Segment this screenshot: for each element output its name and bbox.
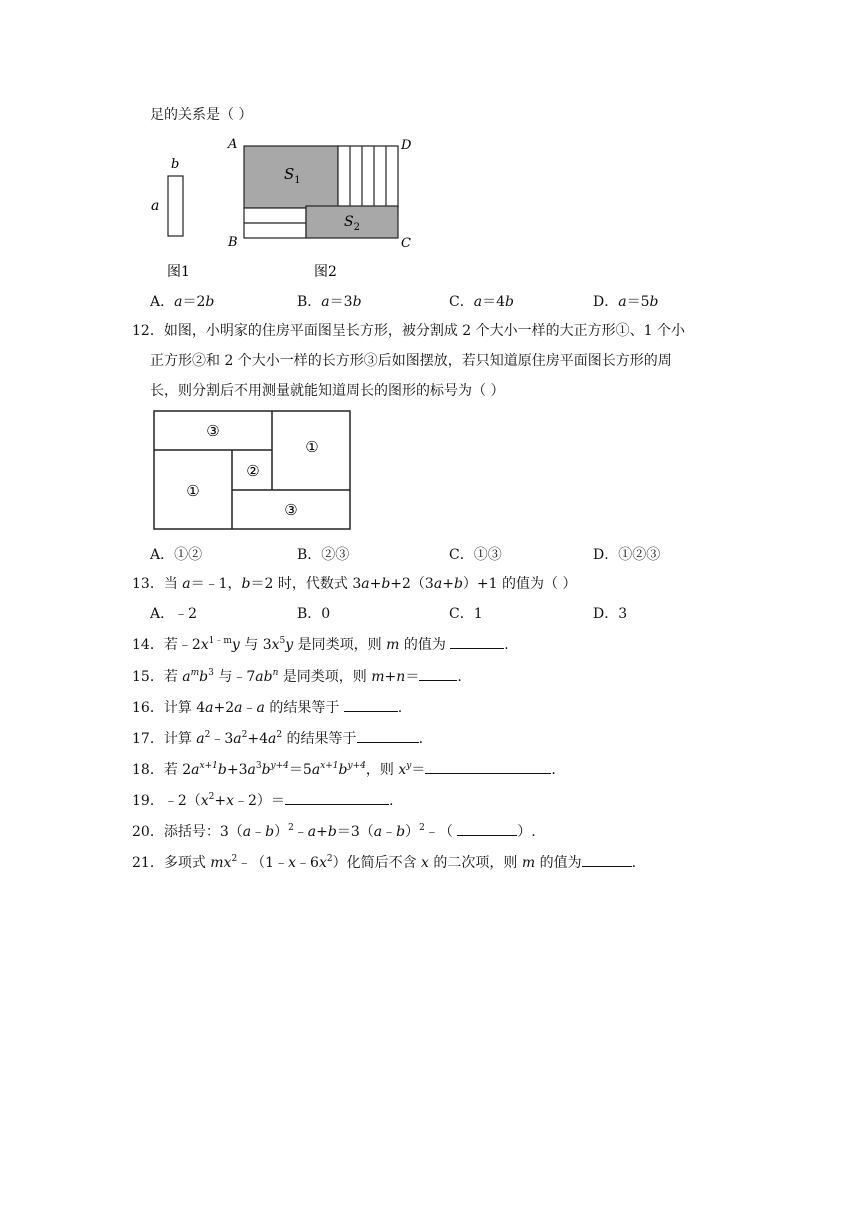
q17-stem: 17．计算 $a^2﹣3a^2+4a^2$ 的结果等于 .	[132, 730, 424, 747]
fig2-caption: 图2	[314, 264, 337, 280]
q12-fig-label-right-sq: ①	[305, 438, 319, 456]
q21-stem: 21．多项式 $mx^2﹣(1﹣x﹣6x^2)$化简后不含 x 的二次项，则 m 的值为 .	[132, 854, 637, 871]
q12-fig-label-top-rect: ③	[206, 422, 220, 440]
q11-option-a: A．a＝2b	[150, 294, 215, 310]
q13-option-d: D．3	[593, 606, 628, 622]
fig2-label-D: D	[401, 138, 412, 153]
q19-stem: 19．$﹣2(x^2+x﹣2)=$ .	[132, 792, 394, 809]
q13-option-b: B．0	[297, 606, 331, 622]
q13-option-c: C．1	[449, 606, 483, 622]
q11-figure-1	[140, 150, 210, 290]
q12-option-a: A．①②	[150, 547, 203, 563]
fig1-label-b: b	[171, 157, 180, 172]
fig2-label-A: A	[228, 137, 238, 152]
q12-option-c: C．①③	[449, 547, 502, 563]
q12-option-d: D．①②③	[593, 547, 661, 563]
q17-answer-blank[interactable]	[357, 730, 419, 743]
q15-answer-blank[interactable]	[419, 668, 457, 681]
q11-option-c: C．a＝4b	[449, 294, 514, 310]
q14-stem: 14．若$﹣2x^{1﹣m}y$ 与 $3x^5y$ 是同类项，则 m 的值为 .	[132, 636, 509, 653]
q16-stem: 16．计算 4a+2a﹣a 的结果等于 .	[132, 700, 403, 716]
q21-answer-blank[interactable]	[582, 854, 632, 867]
q18-stem: 18．若 $2a^{x+1}b+3a^3b^{y+4}=5a^{x+1}b^{y+4}$，则 $x^y=$ .	[132, 761, 556, 778]
q12-line-3: 长，则分割后不用测量就能知道周长的图形的标号为（ ）	[150, 383, 505, 399]
q13-option-a: A．﹣2	[150, 606, 198, 622]
fig2-label-C: C	[401, 236, 411, 251]
q11-option-b: B．a＝3b	[297, 294, 362, 310]
q20-stem: 20．添括号：3（a﹣b）$^2$﹣a+b＝3（a﹣b）$^2$﹣（ ）.	[132, 823, 536, 840]
q11-tail-text: 足的关系是（ ）	[150, 107, 253, 123]
q11-figure-2	[224, 134, 424, 284]
q19-answer-blank[interactable]	[285, 792, 389, 805]
q14-answer-blank[interactable]	[450, 636, 504, 649]
fig2-s2-sub: 2	[353, 222, 360, 233]
fig2-label-B: B	[228, 235, 238, 250]
q11-option-d: D．a＝5b	[593, 294, 659, 310]
q12-fig-label-mid-sq: ②	[246, 462, 260, 480]
fig2-s1-sub: 1	[294, 175, 301, 186]
q16-answer-blank[interactable]	[344, 699, 398, 712]
fig2-s2: S	[344, 214, 354, 230]
q12-fig-label-bottom-rect: ③	[284, 501, 298, 519]
fig1-label-a: a	[151, 198, 160, 214]
q12-option-b: B．②③	[297, 547, 350, 563]
q13-stem: 13．当 a＝﹣1，b＝2 时，代数式 3a+b+2（3a+b）+1 的值为（ ）	[132, 576, 577, 592]
fig2-s1: S	[284, 165, 295, 183]
q12-figure	[150, 408, 360, 534]
q15-stem: 15．若 $a^mb^3$ 与$﹣7ab^n$ 是同类项，则 m+n＝ .	[132, 668, 462, 685]
q12-line-1: 12．如图，小明家的住房平面图呈长方形，被分割成 2 个大小一样的大正方形①、1 个小	[132, 323, 685, 339]
q20-answer-blank[interactable]	[457, 823, 517, 836]
q12-line-2: 正方形②和 2 个大小一样的长方形③后如图摆放，若只知道原住房平面图长方形的周	[150, 353, 672, 369]
fig1-caption: 图1	[167, 264, 190, 280]
q18-answer-blank[interactable]	[425, 761, 551, 774]
q12-fig-label-left-sq: ①	[186, 482, 200, 500]
